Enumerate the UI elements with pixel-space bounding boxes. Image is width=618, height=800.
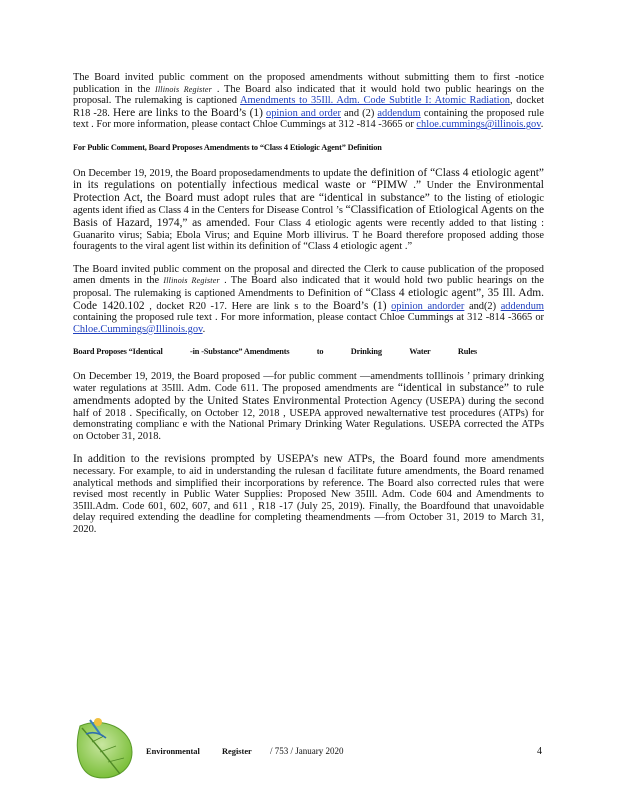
opinion-link[interactable]: opinion andorder xyxy=(391,300,465,312)
leaf-logo-icon xyxy=(72,712,142,784)
page-footer xyxy=(0,710,618,790)
register-italic: Illinois Register xyxy=(163,276,220,286)
footer-issue: / 753 / January 2020 xyxy=(270,746,344,756)
article2-paragraph-1: On December 19, 2019, the Board proposedamendments to update the definition of “Class 4 etiologic agent” in its regulations on potentially infectious medical waste or “PIMW .” Under the Environmental Protection Act, the Board must adopt rules that are “identical in substance” to the listing of etiologic agents ident ified as Class 4 in the Centers for Disease Control ’s “Classification of Etiological Agents on the Basis of Hazard, 1974,” as amended. Four Class 4 etiologic agents were recently added to that listing : Guanarito virus; Sabia; Ebola Virus; and Equine Morb illivirus. T he Board therefore proposed adding those fouragents to the viral agent list within its definition of “Class 4 etiologic agent .” xyxy=(73,166,545,253)
footer-register: Register xyxy=(222,747,252,756)
article-column xyxy=(73,72,544,547)
article2-paragraph-2: The Board invited public comment on the proposal and directed the Clerk to cause publication of the proposed amen dments in the Illinois Register . The Board also indicated that it would hold two public hearings on the proposal. The rulemaking is captioned Amendments to Definition of “Class 4 etiologic agent”, 35 Ill. Adm. Code 1420.102 , docket R20 -17. Here are link s to the Board’s (1) opinion andorder and(2) addendum containing the proposed rule text . For more information, please contact Chloe Cummings at 312 -814 -3665 or Chloe.Cummings@Illinois.gov. xyxy=(73,263,544,335)
caption-link[interactable]: Amendments to 35Ill. Adm. Code Subtitle I: Atomic Radiation xyxy=(240,95,510,107)
page-number: 4 xyxy=(537,746,542,757)
addendum-link[interactable]: addendum xyxy=(377,107,421,119)
article2-heading: For Public Comment, Board Proposes Amendments to “Class 4 Etiologic Agent” Definition xyxy=(73,142,382,152)
email-link[interactable]: Chloe.Cummings@Illinois.gov xyxy=(73,323,203,335)
addendum-link[interactable]: addendum xyxy=(500,300,544,312)
register-italic: Illinois Register xyxy=(155,84,212,94)
article3-paragraph-2: In addition to the revisions prompted by USEPA’s new ATPs, the Board found more amendments necessary. For example, to aid in understanding the rulesan d facilitate future amendments, the Board renamed analytical methods and simplified their incorporations by reference. The Board also corrected rules that were revised most recently in Public Water Supplies: Proposed New 35Ill. Adm. Code 604 and Amendments to 35Ill.Adm. Code 601, 602, 607, and 611 , R18 -17 (July 25, 2019). Finally, the Boardfound that unavoidable delay required extending the deadline for completing theamendments —from October 31, 2019 to March 31, 2020. xyxy=(73,453,544,535)
email-link[interactable]: chloe.cummings@illinois.gov xyxy=(416,119,541,131)
article3-paragraph-1: On December 19, 2019, the Board proposed —for public comment —amendments toIllinois ’ primary drinking water regulations at 35Ill. Adm. Code 611. The proposed amendments are “identical in substance” to rule amendments adopted by the United States Environmental Protection Agency (USEPA) during the second half of 2018 . Specifically, on October 12, 2018 , USEPA approved newalternative test procedures (ATPs) for demonstrating complianc e with the National Primary Drinking Water Regulations. USEPA corrected the ATPs on October 31, 2018. xyxy=(73,370,544,442)
opinion-link[interactable]: opinion and order xyxy=(266,107,341,119)
article1-paragraph: The Board invited public comment on the proposed amendments without submitting them to first -notice publication in the Illinois Register . The Board also indicated that it would hold two public hearings on the proposal. The rulemaking is captioned Amendments to 35Ill. Adm. Code Subtitle I: Atomic Radiation, docket R18 -28. Here are links to the Board’s (1) opinion and order and (2) addendum containing the proposed rule text . For more information, please contact Chloe Cummings at 312 -814 -3665 or chloe.cummings@illinois.gov. xyxy=(73,72,544,131)
article3-heading: Board Proposes “Identical -in -Substance” Amendments to Drinking Water Rules xyxy=(73,347,477,357)
footer-journal-name: Environmental xyxy=(146,747,200,756)
